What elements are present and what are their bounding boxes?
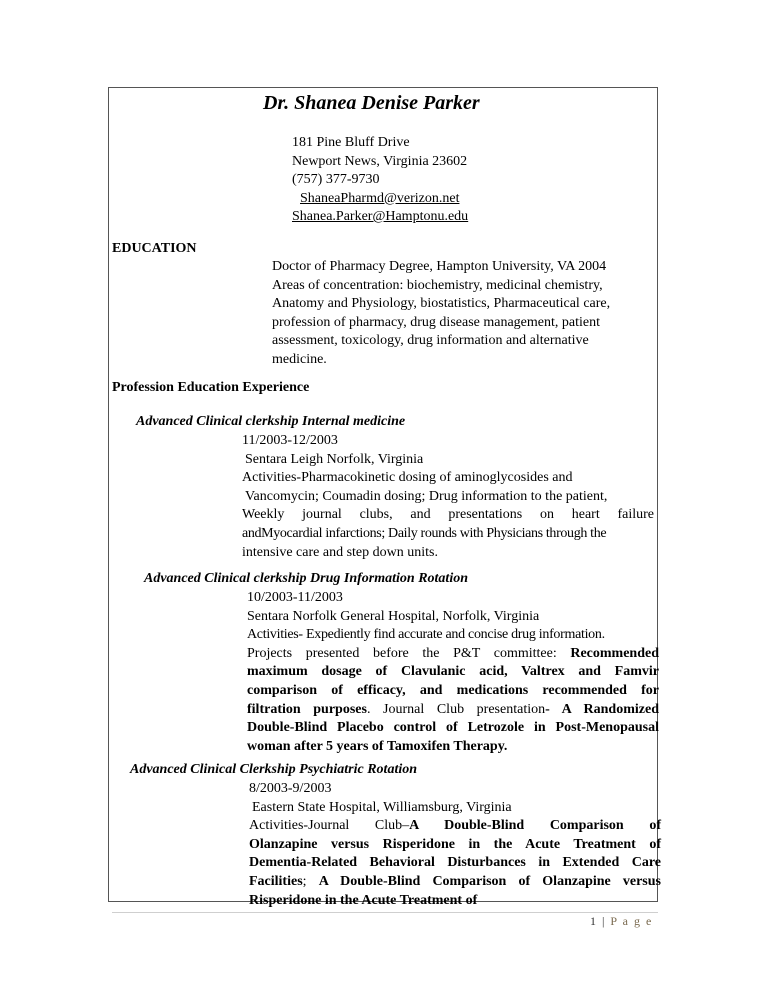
experience-line (249, 892, 661, 911)
experience-details (247, 589, 659, 756)
experience-line (247, 682, 659, 701)
page-number: 1 (590, 914, 598, 928)
education-line: Anatomy and Physiology, biostatistics, Pharmaceutical care, (272, 296, 611, 311)
experience-line (249, 873, 661, 892)
experience-line: andMyocardial infarctions; Daily rounds with Physicians through the (242, 525, 607, 541)
experience-line: Vancomycin; Coumadin dosing; Drug information to the patient, (245, 488, 608, 504)
resume-name: Dr. Shanea Denise Parker (263, 92, 480, 114)
page-label: P a g e (610, 914, 653, 928)
address-city: Newport News, Virginia 23602 (292, 153, 468, 169)
experience-text: ; (302, 873, 319, 889)
experience-bold-text: Risperidone in the Acute Treatment of (249, 892, 478, 908)
experience-dates: 11/2003-12/2003 (242, 433, 338, 448)
experience-line (247, 719, 659, 738)
experience-title: Advanced Clinical clerkship Internal medicine (136, 414, 406, 429)
page-separator: | (602, 914, 606, 928)
experience-bold-text: maximum dosage of Clavulanic acid, Valtrex and Famvir (247, 664, 659, 680)
experience-title: Advanced Clinical clerkship Drug Information Rotation (144, 571, 468, 586)
experience-bold-text: filtration purposes (247, 701, 367, 717)
experience-line (249, 854, 661, 873)
experience-title: Advanced Clinical Clerkship Psychiatric Rotation (130, 762, 418, 777)
education-line: medicine. (272, 351, 327, 367)
experience-location: Sentara Leigh Norfolk, Virginia (245, 451, 424, 467)
footer-divider (112, 912, 658, 913)
education-line: profession of pharmacy, drug disease management, patient (272, 314, 600, 330)
experience-details (249, 780, 661, 910)
email-link-secondary[interactable]: Shanea.Parker@Hamptonu.edu (292, 209, 469, 224)
experience-bold-text: woman after 5 years of Tamoxifen Therapy. (247, 738, 508, 754)
experience-dates: 8/2003-9/2003 (249, 781, 332, 796)
email-link-primary[interactable]: ShaneaPharmd@verizon.net (300, 190, 460, 206)
address-street: 181 Pine Bluff Drive (292, 135, 410, 150)
experience-text: Projects presented before the P&T committee: (247, 645, 557, 661)
education-line: assessment, toxicology, drug information and alternative (272, 333, 589, 348)
experience-bold-text: comparison of efficacy, and medications recommended for (247, 682, 659, 698)
education-heading: EDUCATION (112, 241, 197, 256)
education-line: Doctor of Pharmacy Degree, Hampton University, VA 2004 (272, 259, 607, 274)
experience-bold-text: Double-Blind Placebo control of Letrozole in Post-Menopausal (247, 720, 659, 736)
experience-bold-text: Recommended (570, 645, 660, 661)
experience-bold-text: A Double-Blind Comparison of Olanzapine versus (318, 873, 661, 889)
experience-line: Activities- Expediently find accurate and concise drug information. (247, 627, 605, 643)
education-details (272, 258, 654, 369)
experience-text: Activities-Journal Club– (249, 818, 410, 834)
experience-line (247, 701, 659, 720)
phone-number: (757) 377-9730 (292, 172, 380, 187)
experience-bold-text: - A Randomized (545, 701, 659, 717)
experience-heading: Profession Education Experience (112, 380, 310, 395)
experience-text: . Journal Club presentation (366, 701, 546, 717)
experience-line (247, 738, 659, 757)
experience-dates: 10/2003-11/2003 (247, 590, 343, 605)
experience-bold-text: Facilities (249, 873, 303, 889)
experience-bold-text: A Double-Blind Comparison of (409, 818, 661, 834)
experience-bold-text: Dementia-Related Behavioral Disturbances in Extended Care (249, 855, 661, 871)
experience-line (247, 663, 659, 682)
experience-line: Weekly journal clubs, and presentations on heart failure (242, 507, 654, 523)
experience-location: Sentara Norfolk General Hospital, Norfolk, Virginia (247, 608, 540, 624)
page-footer (590, 914, 653, 929)
experience-details (242, 432, 654, 562)
experience-line: Activities-Pharmacokinetic dosing of aminoglycosides and (242, 470, 573, 486)
experience-location: Eastern State Hospital, Williamsburg, Virginia (252, 799, 512, 815)
experience-bold-text: Olanzapine versus Risperidone in the Acute Treatment of (249, 836, 661, 852)
experience-line: intensive care and step down units. (242, 544, 438, 560)
education-line: Areas of concentration: biochemistry, medicinal chemistry, (272, 277, 603, 293)
experience-line (249, 836, 661, 855)
experience-line (247, 645, 659, 664)
experience-line (249, 817, 661, 836)
